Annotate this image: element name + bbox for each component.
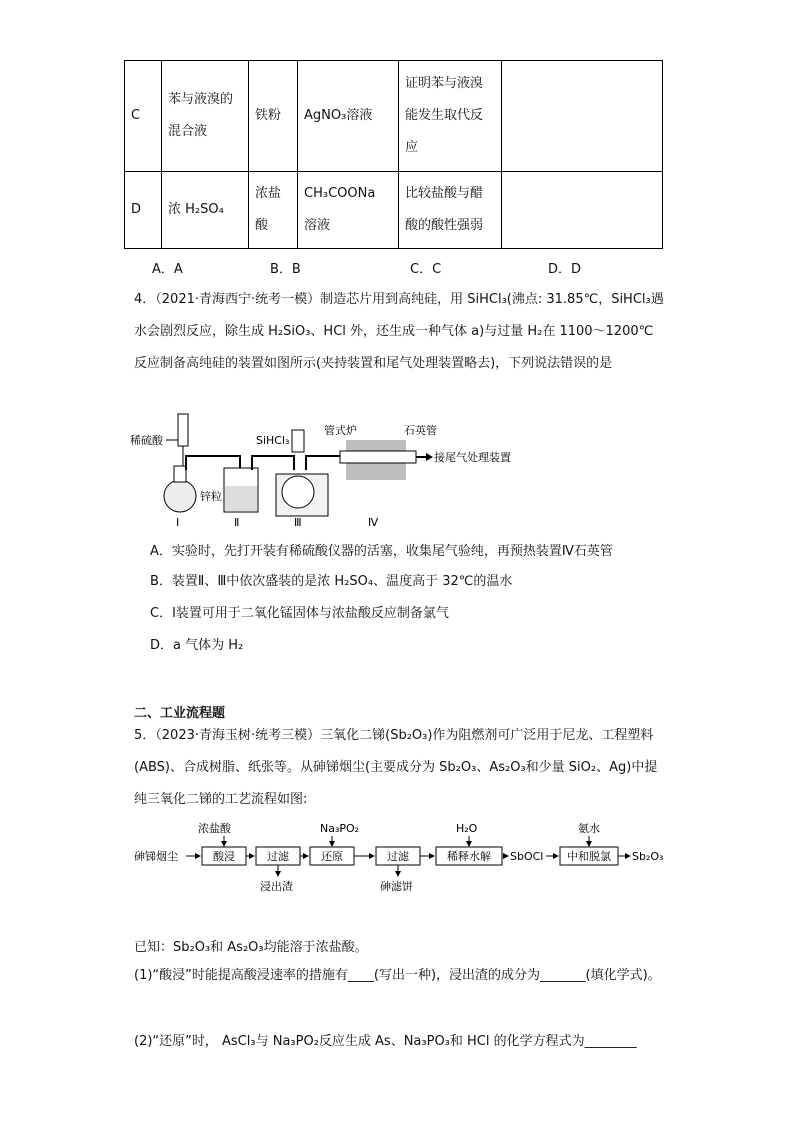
cell-purpose: 比较盐酸与醋酸的酸性强弱 [399,172,502,249]
q4-stem: 4．（2021·青海西宁·统考一模）制造芯片用到高纯硅，用 SiHCl₃(沸点: 31.85℃，SiHCl₃遇水会剧烈反应，除生成 H₂SiO₃、HCl 外，还生成一种气体 a)与过量 H₂在 1100～1200℃反应制备高纯硅的装置如图所示(夹持装置和尾气处理装置略去)，下列说法错误的是 [134,292,664,371]
cell-reagent-a: 浓 H₂SO₄ [162,172,249,249]
flow-start: 砷锑烟尘 [134,850,178,863]
svg-text:稀释水解: 稀释水解 [447,850,491,863]
table-row [125,172,663,249]
flow-input-na3po2: Na₃PO₂ [320,822,360,835]
cell-reagent-c: CH₃COONa 溶液 [298,172,399,249]
q4-option-a[interactable]: A．实验时，先打开装有稀硫酸仪器的活塞，收集尾气验纯，再预热装置Ⅳ石英管 [150,544,613,559]
cell-reagent-b: 浓盐酸 [249,172,298,249]
label-roman-2: Ⅱ [234,516,240,529]
cell-purpose: 证明苯与液溴能发生取代反应 [399,61,502,172]
q5-sub2: (2)“还原”时， AsCl₃与 Na₃PO₂反应生成 As、Na₃PO₃和 HCl 的化学方程式为________ [134,1034,637,1049]
choice-d[interactable]: D．D [548,262,582,277]
cell-empty [502,61,663,172]
section-heading: 二、工业流程题 [134,706,226,721]
q5-stem: 5．（2023·青海玉树·统考三模）三氧化二锑(Sb₂O₃)作为阻燃剂可广泛用于尼龙、工程塑料(ABS)、合成树脂、纸张等。从砷锑烟尘(主要成分为 Sb₂O₃、As₂O₃和少量 SiO₂、Ag)中提纯三氧化二锑的工艺流程如图: [134,728,658,807]
svg-text:过滤: 过滤 [267,850,289,863]
label-roman-1: Ⅰ [176,516,180,529]
cell-empty [502,172,663,249]
q5-sub1: (1)“酸浸”时能提高酸浸速率的措施有____(写出一种)，浸出渣的成分为_______(填化学式)。 [134,968,661,983]
svg-text:酸浸: 酸浸 [213,850,235,863]
svg-text:还原: 还原 [321,850,343,863]
q4-option-d[interactable]: D．a 气体为 H₂ [150,638,244,653]
label-tail-gas: 接尾气处理装置 [434,451,511,464]
flow-output-residue: 浸出渣 [260,880,293,893]
flow-input-ammonia: 氨水 [578,822,600,835]
funnel [178,414,188,446]
choice-c[interactable]: C．C [410,262,442,277]
choice-b[interactable]: B．B [270,262,301,277]
label-zinc: 锌粒 [200,490,222,503]
row-label: D [125,172,162,249]
svg-text:中和脱氯: 中和脱氯 [567,850,611,863]
flow-end: Sb₂O₃ [632,850,664,863]
label-sihcl3: SiHCl₃ [256,434,290,447]
cell-reagent-b: 铁粉 [249,61,298,172]
flow-input-water: H₂O [456,822,478,835]
apparatus-diagram [128,404,518,532]
label-dilute-sulfuric-acid: 稀硫酸 [130,434,163,447]
q5-known: 已知：Sb₂O₃和 As₂O₃均能溶于浓盐酸。 [134,940,368,955]
cell-reagent-c: AgNO₃溶液 [298,61,399,172]
row-label: C [125,61,162,172]
flask-iii [282,476,314,508]
flow-output-arsenic-cake: 砷滤饼 [380,880,413,893]
process-flow-diagram [134,818,694,894]
options-table [124,60,663,249]
svg-text:过滤: 过滤 [387,850,409,863]
cell-reagent-a: 苯与液溴的混合液 [162,61,249,172]
label-roman-4: Ⅳ [368,516,379,529]
quartz-tube [340,451,416,463]
label-roman-3: Ⅲ [294,516,302,529]
label-tube-furnace: 管式炉 [324,424,357,437]
label-quartz-tube: 石英管 [404,424,437,437]
flow-mid-sbocl: SbOCl [510,850,544,863]
choice-a[interactable]: A．A [152,262,183,277]
q4-option-b[interactable]: B．装置Ⅱ、Ⅲ中依次盛装的是浓 H₂SO₄、温度高于 32℃的温水 [150,574,513,589]
flow-input-hcl: 浓盐酸 [198,822,231,835]
q4-option-c[interactable]: C．Ⅰ装置可用于二氧化锰固体与浓盐酸反应制备氯气 [150,606,449,621]
table-row [125,61,663,172]
flask-i [164,480,196,512]
